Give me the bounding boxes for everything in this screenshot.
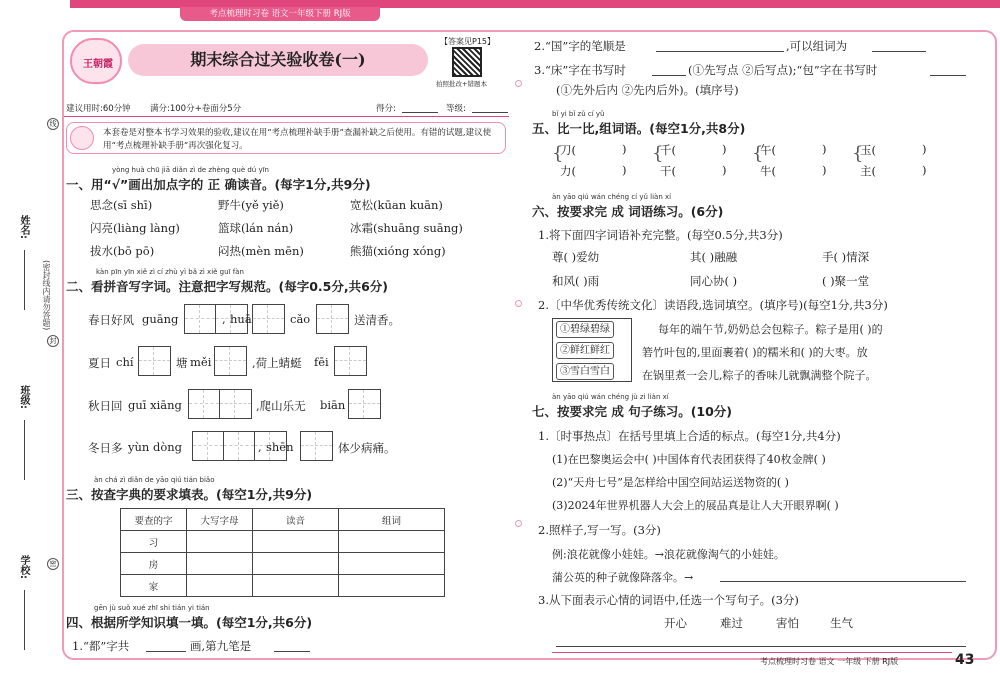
dictionary-table bbox=[120, 508, 445, 597]
answer-blank[interactable] bbox=[656, 51, 784, 52]
table-header: 组词 bbox=[339, 509, 445, 531]
writing-grid[interactable] bbox=[334, 346, 367, 376]
page-number: 43 bbox=[955, 652, 975, 668]
score-label: 得分: bbox=[376, 104, 396, 114]
writing-text: 秋日回 bbox=[88, 399, 123, 413]
frame-dot bbox=[515, 300, 522, 307]
writing-text: , bbox=[258, 440, 262, 454]
table-header: 要查的字 bbox=[121, 509, 187, 531]
answer-reference: 【答案见P15】 bbox=[440, 37, 496, 46]
pinyin-line: àn yāo qiú wán chéng cí yǔ liàn xí bbox=[552, 193, 672, 201]
bracket-close: ) bbox=[822, 142, 827, 156]
band-title: 考点梳理时习卷 语文一年级下册 RJ版 bbox=[180, 7, 380, 21]
page-title: 期末综合过关验收卷(一) bbox=[128, 44, 428, 76]
idiom-item[interactable]: 其( )融融 bbox=[690, 250, 738, 264]
bracket-icon: { bbox=[852, 143, 864, 164]
table-cell: 家 bbox=[121, 575, 187, 597]
writing-grid[interactable] bbox=[214, 346, 247, 376]
section-4-title: 四、根据所学知识填一填。(每空1分,共6分) bbox=[66, 615, 313, 630]
table-header: 大写字母 bbox=[187, 509, 253, 531]
table-cell: 房 bbox=[121, 553, 187, 575]
section-3-title: 三、按查字典的要求填表。(每空1分,共9分) bbox=[66, 487, 313, 502]
punctuation-item[interactable]: (1)在巴黎奥运会中( )中国体育代表团获得了40枚金牌( ) bbox=[552, 453, 826, 466]
pinyin-prompt: yùn dòng bbox=[128, 440, 183, 454]
school-blank[interactable] bbox=[24, 590, 25, 650]
compare-word[interactable]: 玉( bbox=[860, 143, 876, 157]
passage-line: 在锅里煮一会儿,粽子的香味儿就飘满整个院子。 bbox=[642, 369, 877, 382]
pinyin-line: bǐ yi bǐ zǔ cí yǔ bbox=[552, 110, 605, 118]
writing-text: , bbox=[222, 312, 226, 326]
brand-logo: 王朝霞 bbox=[70, 38, 122, 84]
reading-item[interactable]: 拔水(bō pō) bbox=[90, 244, 155, 258]
writing-grid[interactable] bbox=[138, 346, 171, 376]
bracket-close: ) bbox=[922, 142, 927, 156]
answer-cell[interactable] bbox=[253, 531, 339, 553]
reading-item[interactable]: 思念(sī shī) bbox=[90, 198, 153, 212]
compare-word[interactable]: 力( bbox=[560, 164, 576, 178]
grade-blank[interactable] bbox=[472, 112, 508, 113]
name-label: 姓名: bbox=[18, 215, 29, 239]
punctuation-item[interactable]: (2)“天舟七号”是怎样给中国空间站运送物资的( ) bbox=[552, 476, 789, 489]
question-text: (①先外后内 ②先内后外)。(填序号) bbox=[556, 83, 739, 97]
answer-cell[interactable] bbox=[187, 553, 253, 575]
question-text: (①先写点 ②后写点);“包”字在书写时 bbox=[688, 63, 878, 77]
pinyin-line: gēn jù suǒ xué zhī shi tián yi tián bbox=[94, 604, 210, 612]
pinyin-line: kàn pīn yīn xiě zì cí zhù yì bǎ zì xiě guī fàn bbox=[96, 268, 244, 276]
class-blank[interactable] bbox=[24, 420, 25, 480]
reading-item[interactable]: 篮球(lán nán) bbox=[218, 221, 294, 235]
mood-word: 难过 bbox=[720, 616, 743, 630]
pinyin-prompt: guāng bbox=[142, 312, 179, 326]
pinyin-prompt: huā bbox=[230, 312, 252, 326]
reading-item[interactable]: 宽松(kūan kuān) bbox=[350, 198, 443, 212]
compare-word[interactable]: 刀( bbox=[560, 143, 576, 157]
option-item[interactable]: ②鲜红鲜红 bbox=[556, 342, 614, 359]
answer-cell[interactable] bbox=[187, 531, 253, 553]
writing-text: ,爬山乐无 bbox=[256, 399, 306, 413]
writing-grid[interactable] bbox=[316, 304, 349, 334]
answer-blank[interactable] bbox=[872, 51, 926, 52]
class-label: 班级: bbox=[18, 385, 29, 409]
question-text: 2.“国”字的笔顺是 bbox=[534, 39, 626, 53]
compare-word[interactable]: 主( bbox=[860, 164, 876, 178]
answer-blank[interactable] bbox=[652, 75, 686, 76]
qr-code-icon[interactable] bbox=[452, 47, 482, 77]
compare-word[interactable]: 千( bbox=[660, 143, 676, 157]
pinyin-prompt: biān bbox=[320, 398, 346, 412]
compare-word[interactable]: 干( bbox=[660, 164, 676, 178]
writing-text: 体少病痛。 bbox=[338, 441, 396, 455]
table-row bbox=[121, 575, 445, 597]
idiom-item[interactable]: 和风( )雨 bbox=[552, 274, 600, 288]
time-info: 建议用时:60分钟 bbox=[66, 104, 131, 114]
binding-margin bbox=[6, 30, 56, 670]
idiom-item[interactable]: ( )聚一堂 bbox=[822, 274, 870, 288]
section-1-title: 一、用“√”画出加点字的 正 确读音。(每字1分,共9分) bbox=[66, 177, 371, 192]
pinyin-prompt: chí bbox=[116, 355, 134, 369]
answer-cell[interactable] bbox=[187, 575, 253, 597]
mood-word: 生气 bbox=[830, 616, 853, 630]
answer-blank[interactable] bbox=[556, 646, 966, 647]
writing-text: 塘 bbox=[176, 356, 188, 370]
answer-cell[interactable] bbox=[253, 575, 339, 597]
writing-text: 冬日多 bbox=[88, 441, 123, 455]
bracket-close: ) bbox=[922, 163, 927, 177]
grade-label: 等级: bbox=[446, 104, 466, 114]
subquestion: 1.〔时事热点〕在括号里填上合适的标点。(每空1分,共4分) bbox=[538, 429, 841, 443]
question-text: 画,第九笔是 bbox=[190, 639, 252, 653]
option-item[interactable]: ③雪白雪白 bbox=[556, 363, 614, 380]
pinyin-prompt: fēi bbox=[314, 355, 329, 369]
reading-item[interactable]: 冰霜(shuāng suāng) bbox=[350, 221, 463, 235]
section-2-title: 二、看拼音写字词。注意把字写规范。(每字0.5分,共6分) bbox=[66, 279, 389, 294]
writing-text: 夏日 bbox=[88, 356, 111, 370]
qr-caption: 拍照批改+错题本 bbox=[436, 80, 487, 88]
section-5-title: 五、比一比,组词语。(每空1分,共8分) bbox=[532, 121, 746, 136]
seal-mark: 密 bbox=[47, 558, 59, 570]
question-text: 3.“床”字在书写时 bbox=[534, 63, 626, 77]
answer-blank[interactable] bbox=[274, 651, 310, 652]
mood-word: 开心 bbox=[664, 616, 687, 630]
writing-text: 春日好风 bbox=[88, 313, 134, 327]
name-blank[interactable] bbox=[24, 250, 25, 310]
section-7-title: 七、按要求完 成 句子练习。(10分) bbox=[532, 404, 733, 419]
footer-divider bbox=[552, 652, 952, 653]
subquestion: 2.照样子,写一写。(3分) bbox=[538, 523, 661, 537]
writing-grid[interactable] bbox=[188, 389, 252, 419]
idiom-item[interactable]: 手( )情深 bbox=[822, 250, 870, 264]
bracket-close: ) bbox=[722, 163, 727, 177]
compare-word[interactable]: 午( bbox=[760, 143, 776, 157]
answer-blank[interactable] bbox=[146, 651, 186, 652]
table-header: 读音 bbox=[253, 509, 339, 531]
pinyin-prompt: shēn bbox=[266, 440, 294, 454]
footer-text: 考点梳理时习卷 语文 一年级 下册 RJ版 bbox=[760, 657, 899, 666]
passage-line: 每年的端午节,奶奶总会包粽子。粽子是用( )的 bbox=[658, 323, 883, 336]
writing-text: 送清香。 bbox=[354, 313, 400, 327]
reading-item[interactable]: 闷热(mèn mēn) bbox=[218, 244, 304, 258]
writing-grid[interactable] bbox=[348, 389, 381, 419]
bracket-close: ) bbox=[622, 142, 627, 156]
table-row bbox=[121, 553, 445, 575]
pinyin-prompt: měi bbox=[190, 355, 212, 369]
school-label: 学校: bbox=[18, 555, 29, 579]
bracket-close: ) bbox=[722, 142, 727, 156]
bracket-icon: { bbox=[552, 143, 564, 164]
seal-mark: 封 bbox=[47, 335, 59, 347]
bracket-icon: { bbox=[652, 143, 664, 164]
question-text: 1.“都”字共 bbox=[72, 639, 130, 653]
pinyin-line: àn yāo qiú wán chéng jù zi liàn xí bbox=[552, 393, 669, 401]
writing-grid[interactable] bbox=[300, 431, 333, 461]
writing-grid[interactable] bbox=[252, 304, 285, 334]
answer-blank[interactable] bbox=[930, 75, 966, 76]
seal-mark: 线 bbox=[47, 118, 59, 130]
divider bbox=[64, 116, 509, 117]
score-info: 满分:100分+卷面分5分 bbox=[150, 104, 242, 114]
subquestion: 1.将下面四字词语补充完整。(每空0.5分,共3分) bbox=[538, 228, 783, 242]
answer-cell[interactable] bbox=[339, 531, 445, 553]
pinyin-prompt: guī xiāng bbox=[128, 398, 182, 412]
question-text: ,可以组词为 bbox=[786, 39, 848, 53]
reading-item[interactable]: 熊猫(xióng xóng) bbox=[350, 244, 446, 258]
idiom-item[interactable]: 同心协( ) bbox=[690, 274, 738, 288]
subquestion: 3.从下面表示心情的词语中,任选一个写句子。(3分) bbox=[538, 593, 799, 607]
passage-line: 箬竹叶包的,里面裹着( )的糯米和( )的大枣。放 bbox=[642, 346, 868, 359]
answer-blank[interactable] bbox=[720, 581, 966, 582]
frame-dot bbox=[515, 80, 522, 87]
punctuation-item[interactable]: (3)2024年世界机器人大会上的展品真是让人大开眼界啊( ) bbox=[552, 499, 839, 512]
pinyin-line: yòng huà chū jiā diǎn zì de zhèng què dú yīn bbox=[112, 166, 269, 174]
pinyin-prompt: cǎo bbox=[290, 312, 311, 326]
answer-cell[interactable] bbox=[253, 553, 339, 575]
bracket-icon: { bbox=[752, 143, 764, 164]
notice-box: 本套卷是对整本书学习效果的验收,建议在用“考点梳理补缺手册”查漏补缺之后使用。有错的试题,建议使用“考点梳理补缺手册”再次强化复习。 bbox=[66, 122, 506, 154]
binding-note: (密封线内请勿答题) bbox=[42, 260, 51, 331]
pinyin-line: àn chá zì diǎn de yāo qiú tián biǎo bbox=[94, 476, 215, 484]
table-cell: 习 bbox=[121, 531, 187, 553]
table-row bbox=[121, 531, 445, 553]
writing-text: ,荷上蜻蜓 bbox=[252, 356, 302, 370]
reading-item[interactable]: 野牛(yě yiě) bbox=[218, 198, 284, 212]
compare-word[interactable]: 牛( bbox=[760, 164, 776, 178]
frame-dot bbox=[515, 520, 522, 527]
bracket-close: ) bbox=[622, 163, 627, 177]
score-blank[interactable] bbox=[402, 112, 438, 113]
mood-word: 害怕 bbox=[776, 616, 799, 630]
idiom-item[interactable]: 尊( )爱幼 bbox=[552, 250, 600, 264]
reading-item[interactable]: 闪亮(liàng làng) bbox=[90, 221, 180, 235]
section-6-title: 六、按要求完 成 词语练习。(6分) bbox=[532, 204, 724, 219]
example-text: 例:浪花就像小娃娃。→浪花就像淘气的小娃娃。 bbox=[552, 548, 785, 561]
answer-cell[interactable] bbox=[339, 575, 445, 597]
example-prompt: 蒲公英的种子就像降落伞。→ bbox=[552, 571, 694, 584]
bracket-close: ) bbox=[822, 163, 827, 177]
subquestion: 2.〔中华优秀传统文化〕读语段,选词填空。(填序号)(每空1分,共3分) bbox=[538, 298, 888, 312]
option-item[interactable]: ①碧绿碧绿 bbox=[556, 321, 614, 338]
answer-cell[interactable] bbox=[339, 553, 445, 575]
